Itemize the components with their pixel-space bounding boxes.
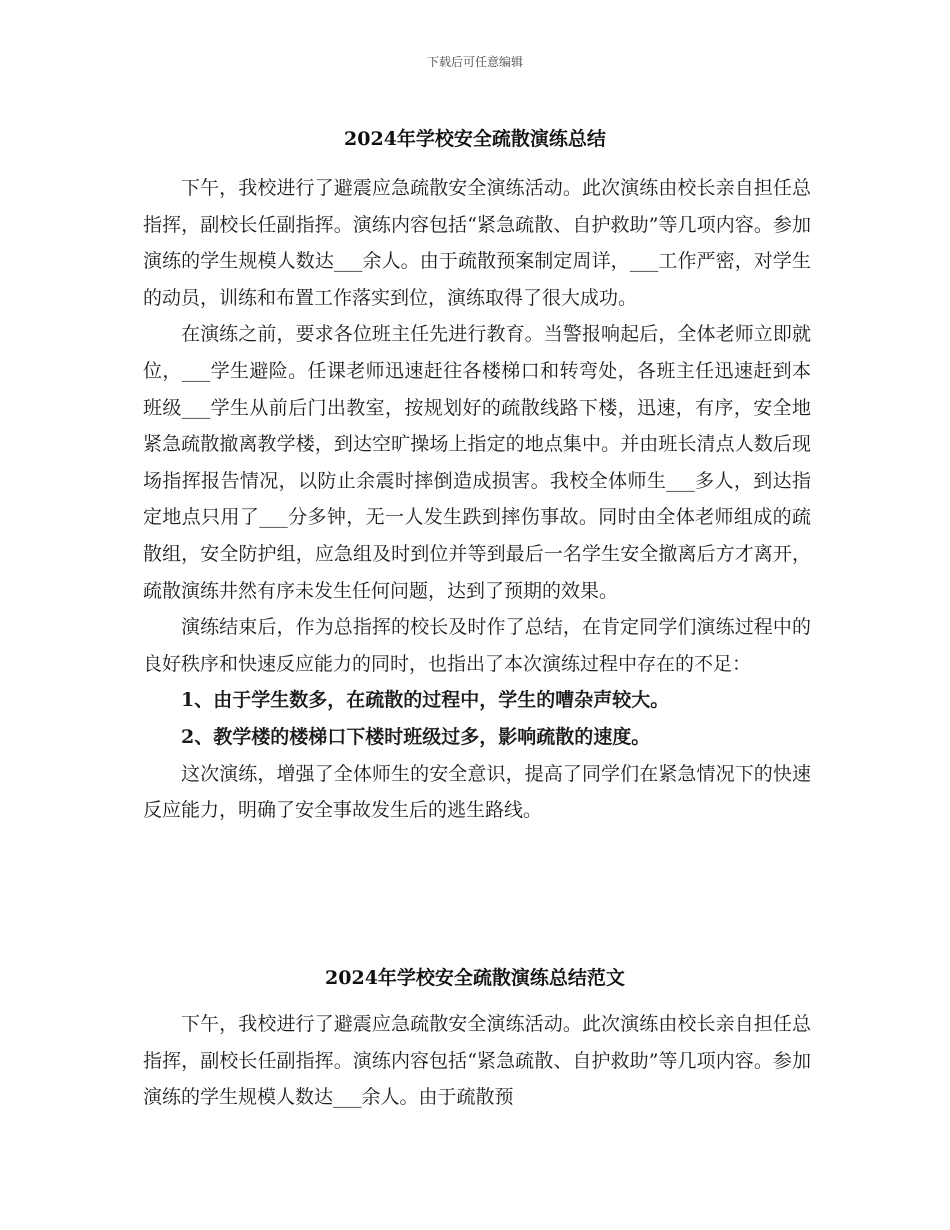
section-2-title: 2024年学校安全疏散演练总结范文 [325, 967, 625, 989]
paragraph: 下午，我校进行了避震应急疏散安全演练活动。此次演练由校长亲自担任总指挥，副校长任副指挥。演练内容包括“紧急疏散、自护救助”等几项内容。参加演练的学生规模人数达___余人。由于疏散预 [143, 1013, 811, 1109]
paragraph: 这次演练，增强了全体师生的安全意识，提高了同学们在紧急情况下的快速反应能力，明确了安全事故发生后的逃生路线。 [143, 762, 811, 822]
page-header-note: 下载后可任意编辑 [426, 55, 523, 69]
paragraph: 演练结束后，作为总指挥的校长及时作了总结，在肯定同学们演练过程中的良好秩序和快速反应能力的同时，也指出了本次演练过程中存在的不足： [143, 616, 811, 675]
list-item: 1、由于学生数多，在疏散的过程中，学生的嘈杂声较大。 [181, 689, 670, 712]
paragraph: 在演练之前，要求各位班主任先进行教育。当警报响起后，全体老师立即就位，___学生避险。任课老师迅速赶往各楼梯口和转弯处，各班主任迅速赶到本班级___学生从前后门出教室，按规划好的疏散线路下楼，迅速，有序，安全地紧急疏散撤离教学楼，到达空旷操场上指定的地点集中。并由班长清点人数后现场指挥报告情况，以防止余震时摔倒造成损害。我校全体师生___多人，到达指定地点只用了___分多钟，无一人发生跌到摔伤事故。同时由全体老师组成的疏散组，安全防护组，应急组及时到位并等到最后一名学生安全撤离后方才离开，疏散演练井然有序未发生任何问题，达到了预期的效果。 [143, 323, 811, 602]
section-1-body [143, 170, 811, 829]
paragraph: 下午，我校进行了避震应急疏散安全演练活动。此次演练由校长亲自担任总指挥，副校长任副指挥。演练内容包括“紧急疏散、自护救助”等几项内容。参加演练的学生规模人数达___余人。由于疏散预案制定周详，___工作严密，对学生的动员，训练和布置工作落实到位，演练取得了很大成功。 [143, 177, 811, 309]
list-item: 2、教学楼的楼梯口下楼时班级过多，影响疏散的速度。 [181, 725, 651, 748]
section-1-title: 2024年学校安全疏散演练总结 [344, 128, 606, 150]
section-2-body [143, 1006, 811, 1116]
